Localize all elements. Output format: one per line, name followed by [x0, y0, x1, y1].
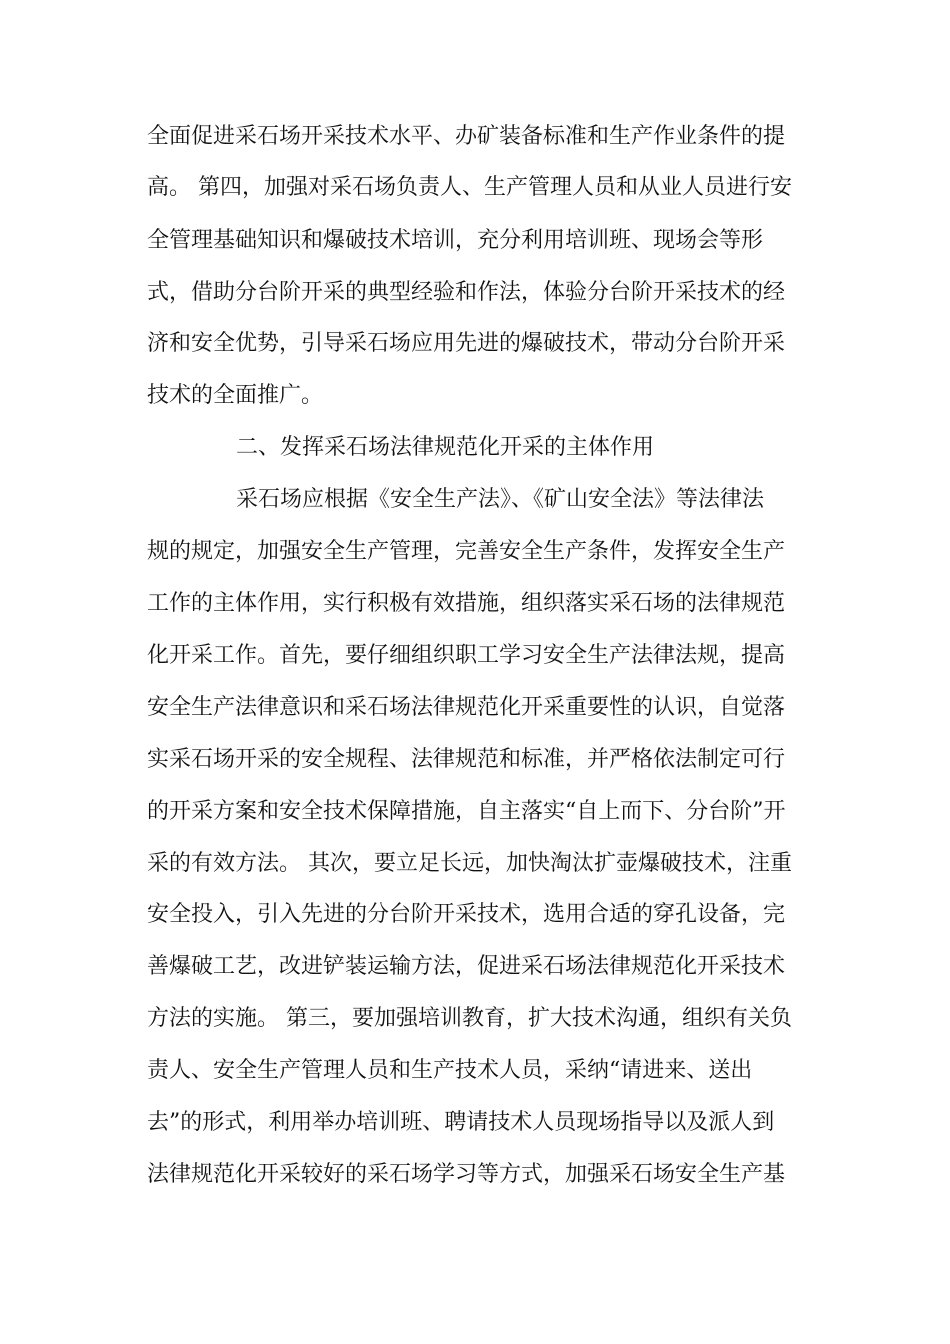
text-line: 法律规范化开采较好的采石场学习等方式，加强采石场安全生产基: [147, 1162, 786, 1187]
text-line: 工作的主体作用，实行积极有效措施，组织落实采石场的法律规范: [147, 591, 786, 616]
text-line: 高。 第四，加强对采石场负责人、生产管理人员和从业人员进行安: [147, 175, 792, 200]
text-line: 全管理基础知识和爆破技术培训，充分利用培训班、现场会等形: [147, 228, 764, 253]
section-heading: 二、发挥采石场法律规范化开采的主体作用: [236, 435, 655, 460]
text-line: 采的有效方法。 其次，要立足长远，加快淘汰扩壶爆破技术，注重: [147, 851, 792, 876]
text-line: 的开采方案和安全技术保障措施，自主落实“自上而下、分台阶”开: [147, 799, 786, 824]
text-line: 济和安全优势，引导采石场应用先进的爆破技术，带动分台阶开采: [147, 331, 786, 356]
text-line: 善爆破工艺，改进铲装运输方法，促进采石场法律规范化开采技术: [147, 954, 786, 979]
text-line: 实采石场开采的安全规程、法律规范和标准，并严格依法制定可行: [147, 747, 786, 772]
text-line: 全面促进采石场开采技术水平、办矿装备标准和生产作业条件的提: [147, 124, 786, 149]
text-line: 采石场应根据《安全生产法》、《矿山安全法》等法律法: [236, 487, 765, 512]
text-line: 规的规定，加强安全生产管理，完善安全生产条件，发挥安全生产: [147, 539, 786, 564]
text-line: 去”的形式，利用举办培训班、聘请技术人员现场指导以及派人到: [147, 1110, 775, 1135]
text-line: 安全生产法律意识和采石场法律规范化开采重要性的认识，自觉落: [147, 695, 786, 720]
text-line: 化开采工作。首先，要仔细组织职工学习安全生产法律法规，提高: [147, 643, 786, 668]
text-line: 式，借助分台阶开采的典型经验和作法，体验分台阶开采技术的经: [147, 280, 786, 305]
text-line: 方法的实施。 第三，要加强培训教育，扩大技术沟通，组织有关负: [147, 1006, 792, 1031]
text-line: 技术的全面推广。: [147, 383, 324, 408]
text-line: 责人、安全生产管理人员和生产技术人员，采纳“请进来、送出: [147, 1058, 753, 1083]
text-line: 安全投入，引入先进的分台阶开采技术，选用合适的穿孔设备，完: [147, 902, 786, 927]
